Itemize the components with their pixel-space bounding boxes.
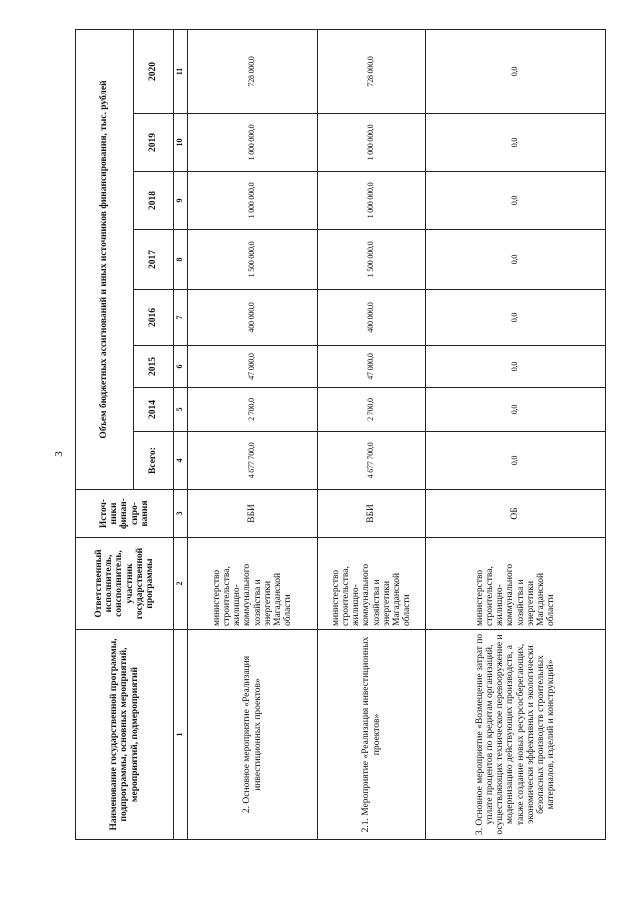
column-number: 6 xyxy=(174,346,188,388)
row-value-2019: 1 000 000,0 xyxy=(318,114,426,172)
header-funding: Объем бюджетных ассигнований и иных источников финансирования, тыс. рублей xyxy=(76,29,134,489)
column-number: 8 xyxy=(174,230,188,290)
row-value-2015: 47 000,0 xyxy=(318,346,426,388)
header-year-2020: 2020 xyxy=(134,29,174,113)
column-number: 11 xyxy=(174,29,188,113)
table-row xyxy=(318,29,426,839)
header-year-2018: 2018 xyxy=(134,172,174,230)
header-name: Наименование государственной программы, подпрограммы, основных мероприятий, мероприятий, подмероприятий xyxy=(76,630,174,840)
row-responsible: министерство строительства, жилищно-коммунального хозяйства и энергетики Магаданской области xyxy=(426,538,606,630)
row-value-2017: 0,0 xyxy=(426,230,606,290)
row-value-2016: 400 000,0 xyxy=(318,290,426,346)
table-row xyxy=(188,29,318,839)
row-name: 2.1. Мероприятие «Реализация инвестиционных проектов» xyxy=(318,630,426,840)
row-value-2017: 1 500 000,0 xyxy=(188,230,318,290)
row-total: 4 677 700,0 xyxy=(318,432,426,490)
row-value-2019: 1 000 000,0 xyxy=(188,114,318,172)
row-value-2014: 2 700,0 xyxy=(318,388,426,432)
header-total: Всего: xyxy=(134,432,174,490)
row-value-2015: 47 000,0 xyxy=(188,346,318,388)
row-value-2015: 0,0 xyxy=(426,346,606,388)
column-number: 2 xyxy=(174,538,188,630)
header-year-2016: 2016 xyxy=(134,290,174,346)
column-number: 5 xyxy=(174,388,188,432)
header-year-2019: 2019 xyxy=(134,114,174,172)
row-name: 3. Основное мероприятие «Возмещение затрат по уплате процентов по кредитам организаций, осуществляющих техническое перевооружение и модернизацию действующих производств, а также создание новых ресурсосберегающих, экономически эффективных и экологически безопасных производств строительных материалов, изделий и конструкций» xyxy=(426,630,606,840)
header-responsible: Ответственный исполнитель, соисполнитель, участник государственной программы xyxy=(76,538,174,630)
row-value-2016: 0,0 xyxy=(426,290,606,346)
row-total: 4 677 700,0 xyxy=(188,432,318,490)
row-value-2016: 400 000,0 xyxy=(188,290,318,346)
row-value-2018: 1 000 000,0 xyxy=(188,172,318,230)
header-year-2014: 2014 xyxy=(134,388,174,432)
row-source: ОБ xyxy=(426,490,606,538)
column-number: 9 xyxy=(174,172,188,230)
column-number: 7 xyxy=(174,290,188,346)
row-value-2020: 728 000,0 xyxy=(318,29,426,113)
row-value-2014: 0,0 xyxy=(426,388,606,432)
row-total: 0,0 xyxy=(426,432,606,490)
rotated-table-container xyxy=(75,30,605,840)
header-year-2017: 2017 xyxy=(134,230,174,290)
row-value-2018: 0,0 xyxy=(426,172,606,230)
column-number: 4 xyxy=(174,432,188,490)
row-responsible: министерство строительства, жилищно-коммунального хозяйства и энергетики Магаданской области xyxy=(188,538,318,630)
column-number: 10 xyxy=(174,114,188,172)
header-year-2015: 2015 xyxy=(134,346,174,388)
row-value-2017: 1 500 000,0 xyxy=(318,230,426,290)
row-value-2018: 1 000 000,0 xyxy=(318,172,426,230)
column-number: 1 xyxy=(174,630,188,840)
row-name: 2. Основное мероприятие «Реализация инвестиционных проектов» xyxy=(188,630,318,840)
row-value-2019: 0,0 xyxy=(426,114,606,172)
page-number: 3 xyxy=(52,451,65,457)
table-row xyxy=(426,29,606,839)
column-number: 3 xyxy=(174,490,188,538)
row-source: ВБИ xyxy=(318,490,426,538)
row-responsible: министерство строительства, жилищно-коммунального хозяйства и энергетики Магаданской области xyxy=(318,538,426,630)
row-source: ВБИ xyxy=(188,490,318,538)
row-value-2020: 728 000,0 xyxy=(188,29,318,113)
header-source: Источ-ники финан-сиро-вания xyxy=(76,490,174,538)
row-value-2020: 0,0 xyxy=(426,29,606,113)
funding-table xyxy=(75,29,606,840)
row-value-2014: 2 700,0 xyxy=(188,388,318,432)
